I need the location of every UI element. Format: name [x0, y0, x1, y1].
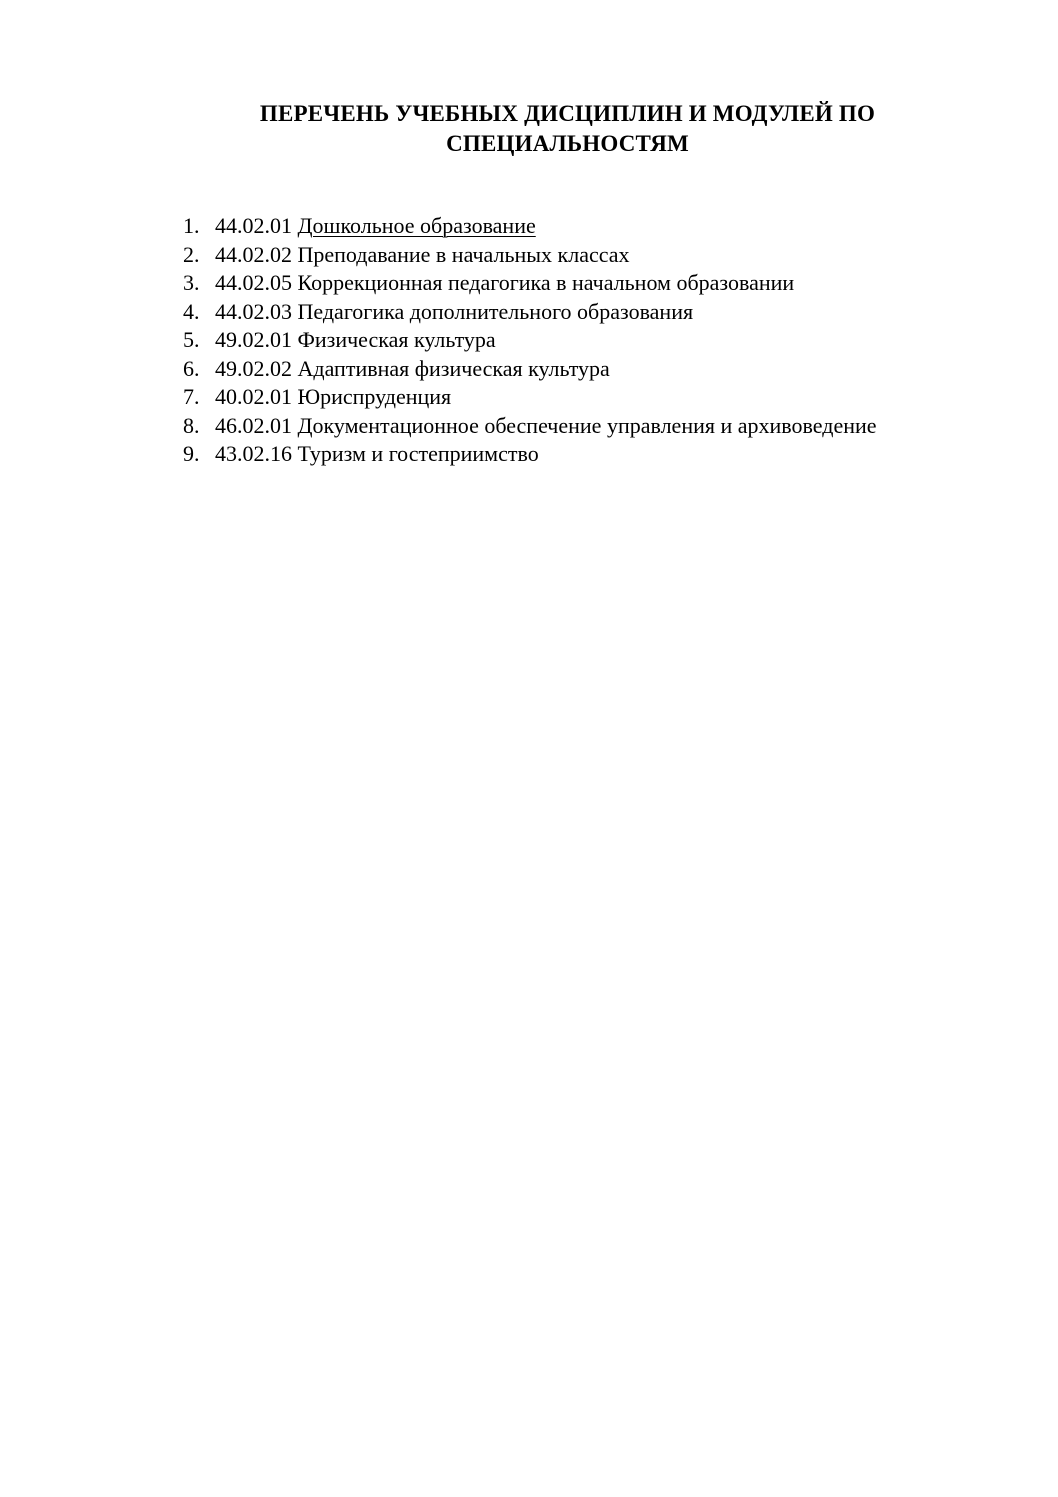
specialty-entry [215, 326, 983, 355]
list-item-number: 8. [183, 412, 200, 438]
list-item-number: 9. [183, 441, 200, 466]
list-item [183, 269, 983, 298]
specialty-code: 49.02.01 [215, 327, 292, 352]
specialty-code: 43.02.16 [215, 441, 292, 466]
specialty-code: 44.02.01 [215, 213, 292, 238]
specialty-name: Туризм и гостеприимство [297, 441, 539, 466]
page-title [170, 99, 965, 159]
list-item [183, 298, 983, 327]
list-item-number: 1. [183, 213, 200, 238]
specialty-name: Адаптивная физическая культура [297, 355, 610, 381]
list-item-number: 6. [183, 355, 200, 381]
specialty-link[interactable]: Дошкольное образование [297, 213, 536, 238]
list-item-number: 5. [183, 327, 200, 352]
list-item [183, 241, 983, 270]
specialty-entry [215, 212, 983, 241]
list-item [183, 326, 983, 355]
specialty-name: Педагогика дополнительного образования [297, 298, 694, 324]
list-item [183, 355, 983, 384]
page-title-line-2: СПЕЦИАЛЬНОСТЯМ [446, 131, 689, 156]
specialty-entry [215, 298, 983, 327]
list-item-number: 3. [183, 270, 200, 295]
specialty-entry [215, 355, 983, 384]
specialty-code: 44.02.03 [215, 298, 292, 324]
list-item [183, 412, 983, 441]
specialty-entry [215, 269, 983, 298]
list-item [183, 383, 983, 412]
specialty-code: 44.02.02 [215, 241, 292, 267]
list-item [183, 212, 983, 241]
list-item-number: 7. [183, 384, 200, 409]
specialty-name: Коррекционная педагогика в начальном образовании [297, 270, 795, 295]
specialty-entry [215, 241, 983, 270]
specialty-name: Преподавание в начальных классах [297, 241, 630, 267]
specialty-code: 40.02.01 [215, 384, 292, 409]
specialty-entry [215, 383, 983, 412]
specialty-name: Юриспруденция [297, 384, 452, 409]
specialty-code: 44.02.05 [215, 270, 292, 295]
specialties-list [183, 212, 983, 469]
specialty-entry [215, 440, 983, 469]
page-title-line-1: ПЕРЕЧЕНЬ УЧЕБНЫХ ДИСЦИПЛИН И МОДУЛЕЙ ПО [259, 101, 876, 126]
specialty-code: 46.02.01 [215, 412, 292, 438]
specialty-name: Документационное обеспечение управления и архивоведение [297, 412, 877, 438]
list-item-number: 2. [183, 241, 200, 267]
list-item-number: 4. [183, 298, 200, 324]
specialty-entry [215, 412, 983, 441]
specialty-code: 49.02.02 [215, 355, 292, 381]
specialty-name: Физическая культура [297, 327, 496, 352]
list-item [183, 440, 983, 469]
